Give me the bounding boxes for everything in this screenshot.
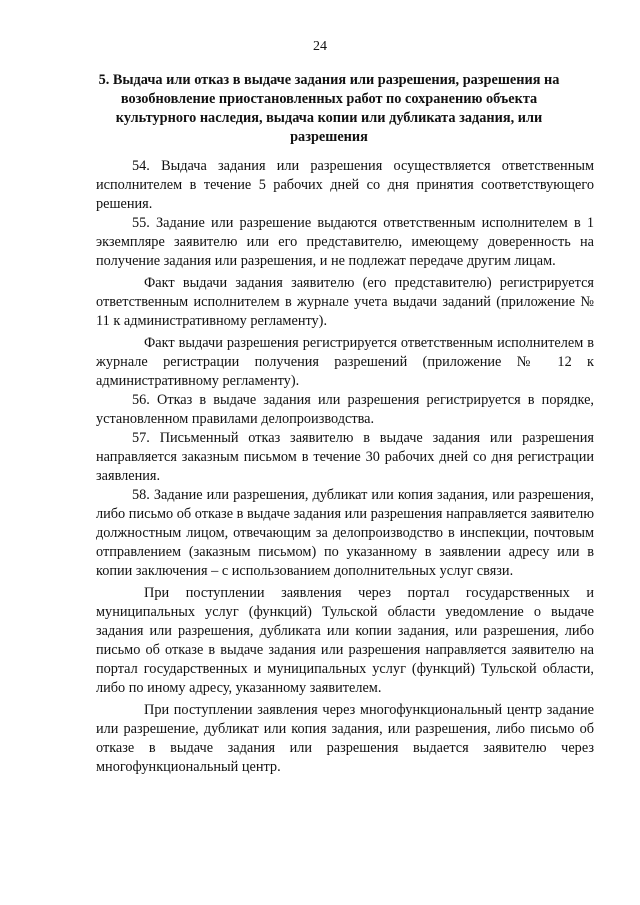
document-body — [96, 157, 594, 777]
paragraph-task-issuance-record: Факт выдачи задания заявителю (его представителю) регистрируется ответственным исполнителем в журнале учета выдачи заданий (приложение № 11 к административному регламенту). — [96, 275, 594, 329]
page-number: 24 — [313, 39, 327, 54]
paragraph-55: 55. Задание или разрешение выдаются ответственным исполнителем в 1 экземпляре заявителю или его представителю, имеющему доверенность на получение задания или разрешения, и не подлежат передаче другим лицам. — [96, 215, 594, 269]
section-heading: 5. Выдача или отказ в выдаче задания или разрешения, разрешения на возобновление приостановленных работ по сохранению объекта культурного наследия, выдача копии или дубликата задания, или разрешения — [98, 72, 560, 145]
paragraph-56: 56. Отказ в выдаче задания или разрешения регистрируется в порядке, установленном правилами делопроизводства. — [96, 392, 594, 427]
paragraph-mfc-submission: При поступлении заявления через многофункциональный центр задание или разрешение, дубликат или копия задания, или разрешения, либо письмо об отказе в выдаче задания или разрешения выдается заявителю через многофункциональный центр. — [96, 702, 594, 775]
paragraph-portal-submission: При поступлении заявления через портал государственных и муниципальных услуг (функций) Тульской области уведомление о выдаче задания или разрешения, дубликата или копии задания, или разрешения, либо письмо об отказе в выдаче задания или разрешения направляется заявителю на портал государственных и муниципальных услуг (функций) Тульской области, либо по иному адресу, указанному заявителем. — [96, 585, 594, 696]
paragraph-54: 54. Выдача задания или разрешения осуществляется ответственным исполнителем в течение 5 рабочих дней со дня принятия соответствующего решения. — [96, 158, 594, 212]
paragraph-permit-issuance-record: Факт выдачи разрешения регистрируется ответственным исполнителем в журнале регистрации получения разрешений (приложение № 12 к административному регламенту). — [96, 335, 594, 389]
paragraph-58: 58. Задание или разрешения, дубликат или копия задания, или разрешения, либо письмо об отказе в выдаче задания или разрешения направляется заявителю должностным лицом, отвечающим за делопроизводство в инспекции, почтовым отправлением (заказным письмом) по указанному в заявлении адресу или в копии заключения – с использованием дополнительных услуг связи. — [96, 487, 594, 579]
paragraph-57: 57. Письменный отказ заявителю в выдаче задания или разрешения направляется заказным письмом в течение 30 рабочих дней со дня регистрации заявления. — [96, 430, 594, 484]
